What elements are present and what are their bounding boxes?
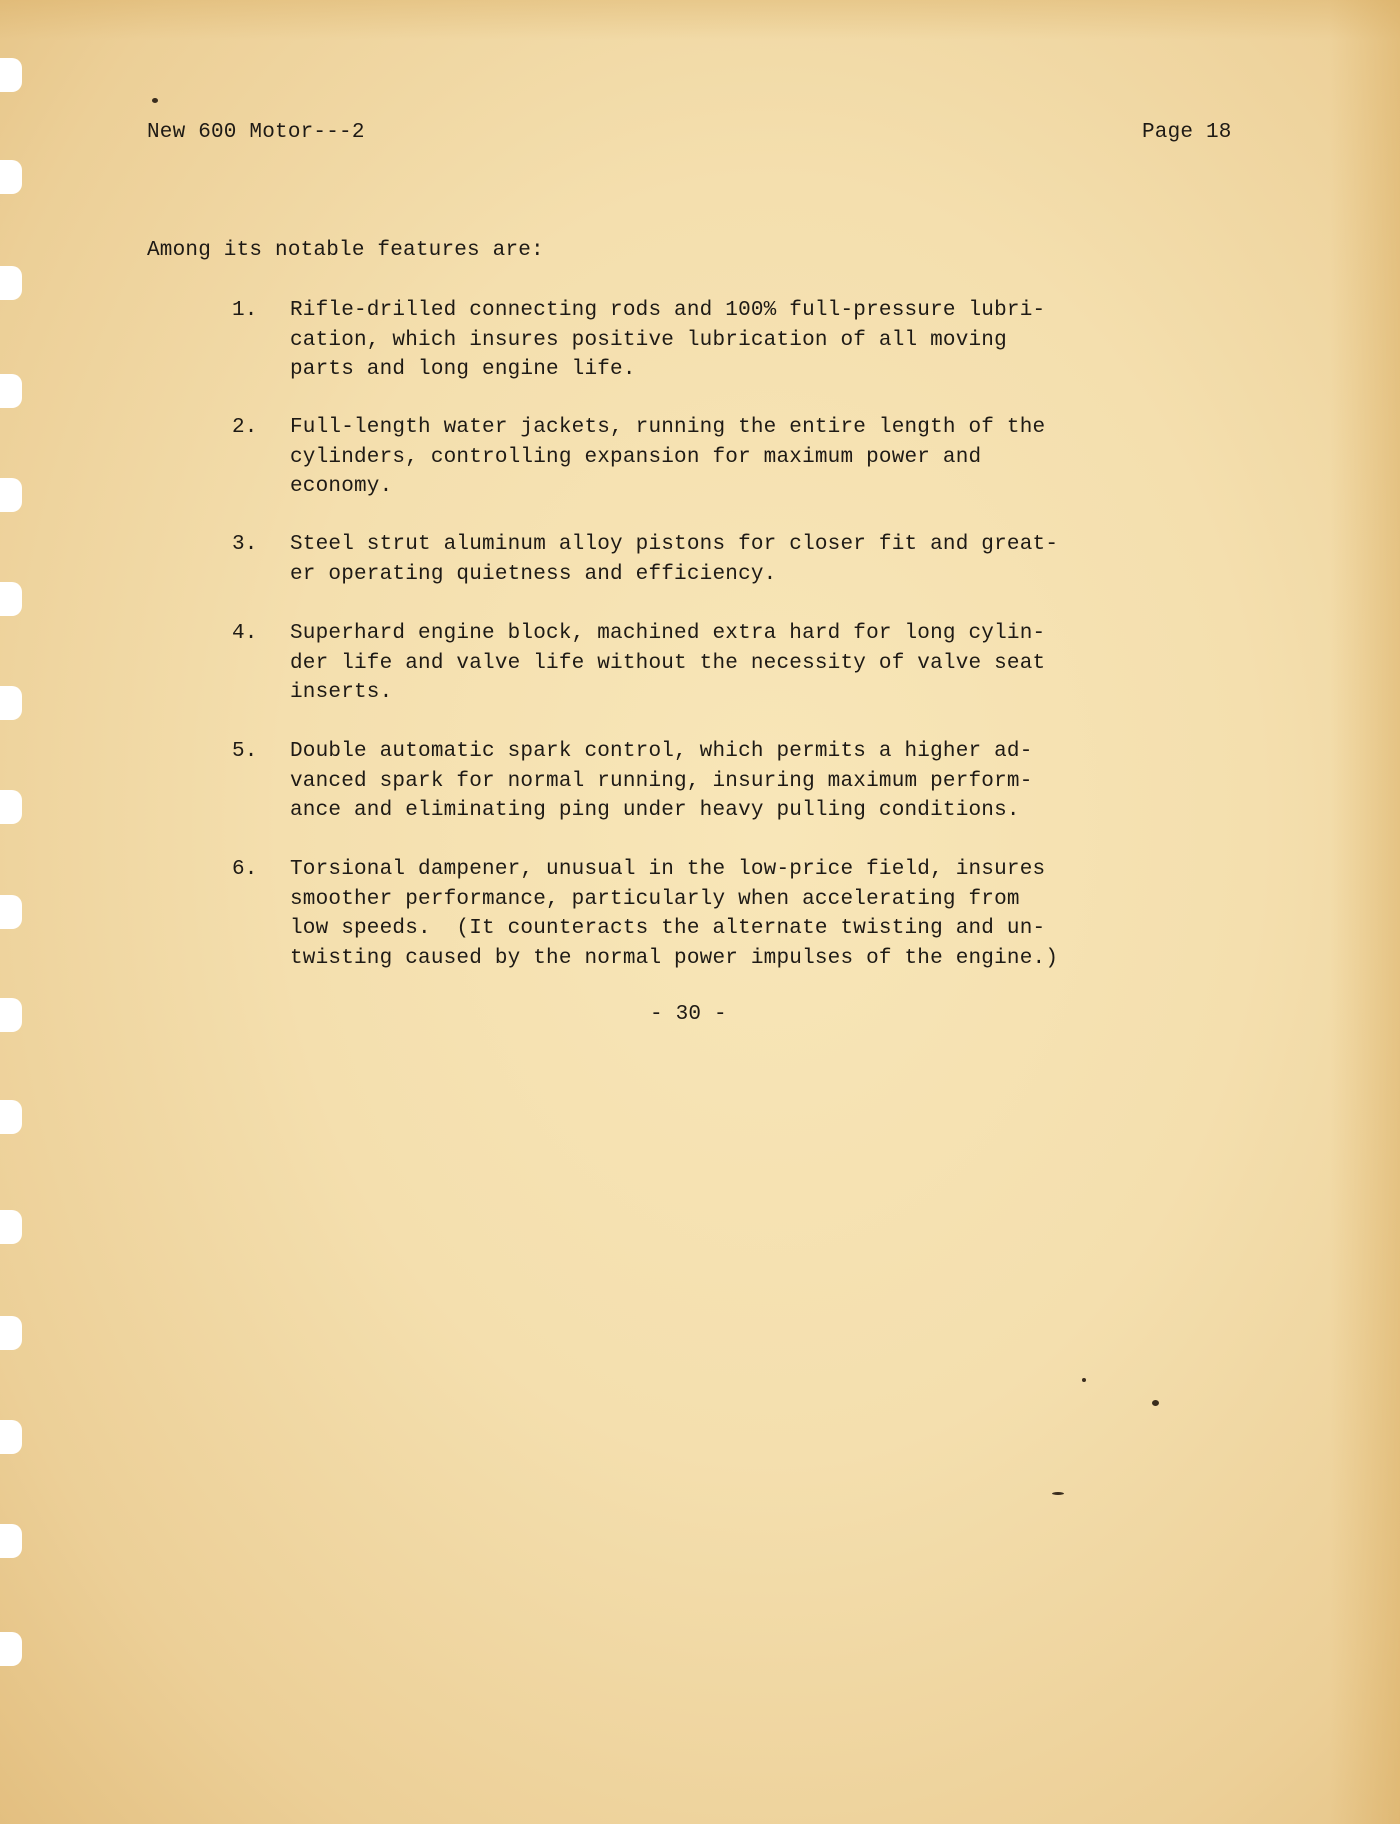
ink-speck [1082,1378,1086,1382]
item-line: Torsional dampener, unusual in the low-price field, insures [290,858,1046,881]
item-number: 1. [232,299,258,322]
punch-hole [0,374,22,408]
item-line: inserts. [290,681,393,704]
punch-hole [0,1524,22,1558]
item-number: 2. [232,416,258,439]
punch-hole [0,686,22,720]
ink-speck [1152,1400,1159,1406]
punch-hole [0,1100,22,1134]
item-number: 3. [232,533,258,556]
item-line: parts and long engine life. [290,358,636,381]
item-line: ance and eliminating ping under heavy pulling conditions. [290,799,1020,822]
punch-hole [0,1632,22,1666]
document-title: New 600 Motor---2 [147,121,365,144]
item-line: vanced spark for normal running, insuring maximum perform- [290,769,1033,793]
item-line: er operating quietness and efficiency. [290,562,777,586]
paper-aging-top [0,0,1400,40]
item-line: Double automatic spark control, which permits a higher ad- [290,740,1033,763]
punch-hole [0,478,22,512]
item-line: cylinders, controlling expansion for maximum power and [290,445,982,469]
item-number: 5. [232,740,258,763]
item-line: Steel strut aluminum alloy pistons for closer fit and great- [290,533,1059,556]
item-number: 4. [232,622,258,645]
item-line: economy. [290,475,393,498]
intro-text: Among its notable features are: [147,239,544,262]
page-number: - 30 - [650,1003,727,1026]
item-line: Full-length water jackets, running the entire length of the [290,416,1046,439]
item-line: Rifle-drilled connecting rods and 100% full-pressure lubri- [290,299,1046,322]
item-line: Superhard engine block, machined extra hard for long cylin- [290,622,1046,645]
item-line: low speeds. (It counteracts the alternate twisting and un- [290,917,1046,940]
paper-aging-right [1330,0,1400,1824]
item-line: smoother performance, particularly when accelerating from [290,887,1020,911]
punch-hole [0,1420,22,1454]
ink-speck [152,98,158,103]
punch-hole [0,1210,22,1244]
punch-hole [0,998,22,1032]
punch-hole [0,895,22,929]
ink-speck [1052,1492,1064,1495]
page-label: Page 18 [1142,121,1232,144]
item-line: der life and valve life without the necessity of valve seat [290,651,1046,675]
punch-hole [0,1316,22,1350]
punch-hole [0,160,22,194]
item-number: 6. [232,858,258,881]
punch-hole [0,790,22,824]
item-line: twisting caused by the normal power impulses of the engine.) [290,946,1059,970]
punch-hole [0,266,22,300]
punch-hole [0,58,22,92]
punch-hole [0,582,22,616]
item-line: cation, which insures positive lubrication of all moving [290,328,1007,352]
